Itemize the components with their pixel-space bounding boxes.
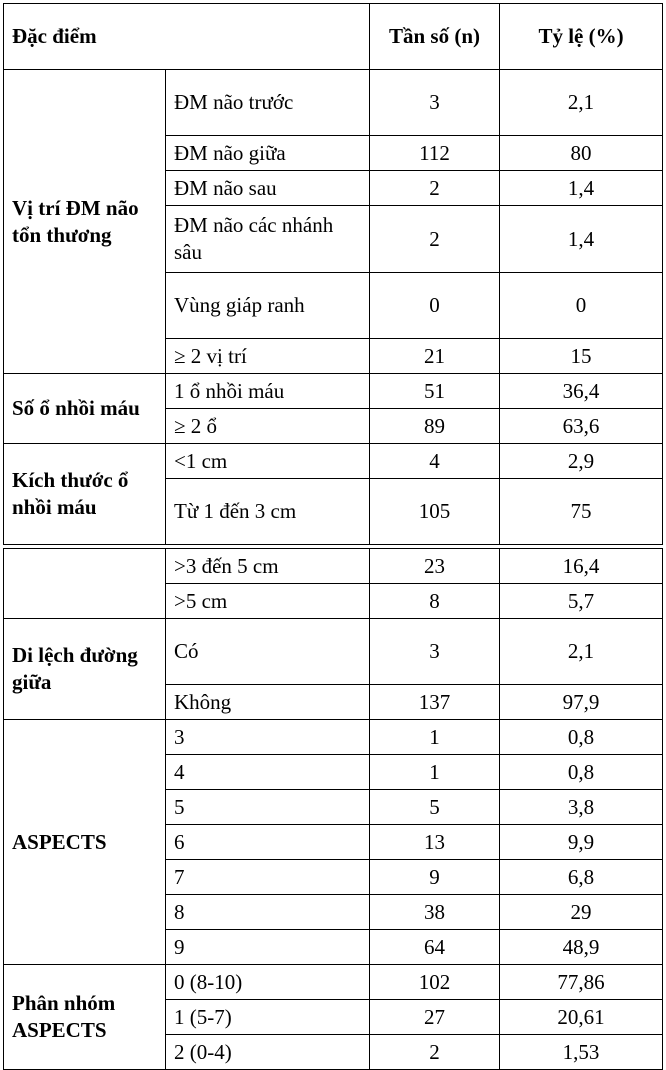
frequency-cell: 21 xyxy=(370,339,500,374)
item-cell: Không xyxy=(166,685,370,720)
percentage-cell: 77,86 xyxy=(500,965,663,1000)
percentage-cell: 75 xyxy=(500,479,663,545)
frequency-cell: 5 xyxy=(370,790,500,825)
percentage-cell: 9,9 xyxy=(500,825,663,860)
frequency-cell: 13 xyxy=(370,825,500,860)
category-label: Vị trí ĐM não tổn thương xyxy=(4,70,166,374)
table-row xyxy=(4,70,663,136)
item-cell: Từ 1 đến 3 cm xyxy=(166,479,370,545)
percentage-cell: 29 xyxy=(500,895,663,930)
item-cell: 9 xyxy=(166,930,370,965)
percentage-cell: 0,8 xyxy=(500,755,663,790)
category-label: Phân nhóm ASPECTS xyxy=(4,965,166,1070)
percentage-cell: 1,4 xyxy=(500,171,663,206)
percentage-cell: 6,8 xyxy=(500,860,663,895)
frequency-cell: 2 xyxy=(370,1035,500,1070)
category-label: Số ổ nhồi máu xyxy=(4,374,166,444)
frequency-cell: 51 xyxy=(370,374,500,409)
percentage-cell: 2,1 xyxy=(500,619,663,685)
frequency-cell: 23 xyxy=(370,549,500,584)
frequency-cell: 89 xyxy=(370,409,500,444)
item-cell: 4 xyxy=(166,755,370,790)
item-cell: 1 (5-7) xyxy=(166,1000,370,1035)
category-label: Kích thước ổ nhồi máu xyxy=(4,444,166,545)
percentage-cell: 63,6 xyxy=(500,409,663,444)
item-cell: 6 xyxy=(166,825,370,860)
item-cell: 5 xyxy=(166,790,370,825)
table-row xyxy=(4,619,663,685)
header-frequency: Tần số (n) xyxy=(370,4,500,70)
item-cell: 2 (0-4) xyxy=(166,1035,370,1070)
table-row xyxy=(4,965,663,1000)
frequency-cell: 1 xyxy=(370,755,500,790)
item-cell: ĐM não các nhánh sâu xyxy=(166,206,370,273)
table-row xyxy=(4,720,663,755)
table-row xyxy=(4,444,663,479)
percentage-cell: 5,7 xyxy=(500,584,663,619)
percentage-cell: 0 xyxy=(500,273,663,339)
frequency-cell: 3 xyxy=(370,619,500,685)
frequency-cell: 2 xyxy=(370,206,500,273)
header-row xyxy=(4,4,663,70)
frequency-cell: 4 xyxy=(370,444,500,479)
percentage-cell: 80 xyxy=(500,136,663,171)
frequency-cell: 102 xyxy=(370,965,500,1000)
frequency-cell: 2 xyxy=(370,171,500,206)
frequency-cell: 3 xyxy=(370,70,500,136)
percentage-cell: 0,8 xyxy=(500,720,663,755)
frequency-cell: 38 xyxy=(370,895,500,930)
frequency-cell: 9 xyxy=(370,860,500,895)
percentage-cell: 16,4 xyxy=(500,549,663,584)
item-cell: ≥ 2 ổ xyxy=(166,409,370,444)
item-cell: 7 xyxy=(166,860,370,895)
statistics-table xyxy=(3,3,663,1070)
item-cell: >5 cm xyxy=(166,584,370,619)
frequency-cell: 64 xyxy=(370,930,500,965)
item-cell: 1 ổ nhồi máu xyxy=(166,374,370,409)
item-cell: ĐM não trước xyxy=(166,70,370,136)
statistics-document xyxy=(3,3,662,1062)
frequency-cell: 0 xyxy=(370,273,500,339)
table-body xyxy=(4,70,663,1070)
percentage-cell: 20,61 xyxy=(500,1000,663,1035)
table-row xyxy=(4,549,663,584)
percentage-cell: 36,4 xyxy=(500,374,663,409)
item-cell: 8 xyxy=(166,895,370,930)
item-cell: ≥ 2 vị trí xyxy=(166,339,370,374)
header-characteristic: Đặc điểm xyxy=(4,4,370,70)
item-cell: Có xyxy=(166,619,370,685)
percentage-cell: 15 xyxy=(500,339,663,374)
item-cell: >3 đến 5 cm xyxy=(166,549,370,584)
item-cell: 3 xyxy=(166,720,370,755)
item-cell: ĐM não giữa xyxy=(166,136,370,171)
category-label: ASPECTS xyxy=(4,720,166,965)
frequency-cell: 112 xyxy=(370,136,500,171)
percentage-cell: 97,9 xyxy=(500,685,663,720)
frequency-cell: 137 xyxy=(370,685,500,720)
header-percentage: Tỷ lệ (%) xyxy=(500,4,663,70)
percentage-cell: 48,9 xyxy=(500,930,663,965)
item-cell: <1 cm xyxy=(166,444,370,479)
frequency-cell: 105 xyxy=(370,479,500,545)
frequency-cell: 27 xyxy=(370,1000,500,1035)
frequency-cell: 8 xyxy=(370,584,500,619)
percentage-cell: 2,9 xyxy=(500,444,663,479)
frequency-cell: 1 xyxy=(370,720,500,755)
category-empty xyxy=(4,549,166,619)
item-cell: ĐM não sau xyxy=(166,171,370,206)
item-cell: 0 (8-10) xyxy=(166,965,370,1000)
percentage-cell: 2,1 xyxy=(500,70,663,136)
item-cell: Vùng giáp ranh xyxy=(166,273,370,339)
category-label: Di lệch đường giữa xyxy=(4,619,166,720)
percentage-cell: 1,4 xyxy=(500,206,663,273)
percentage-cell: 1,53 xyxy=(500,1035,663,1070)
percentage-cell: 3,8 xyxy=(500,790,663,825)
table-row xyxy=(4,374,663,409)
